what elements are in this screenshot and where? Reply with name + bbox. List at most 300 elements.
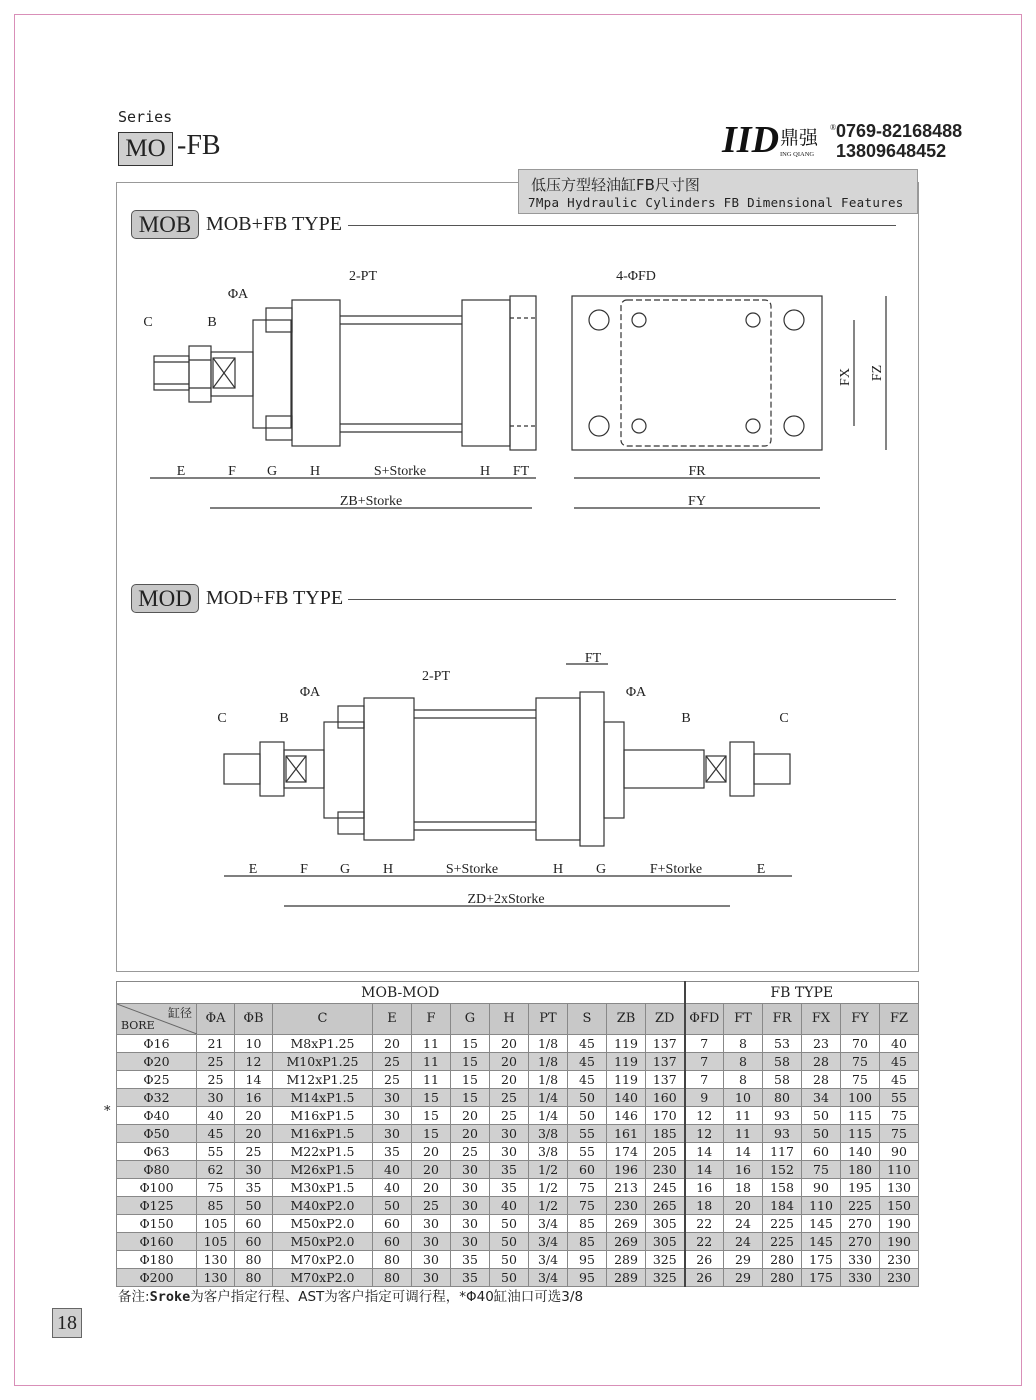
- table-cell: 50: [802, 1107, 841, 1125]
- table-cell: 75: [880, 1125, 919, 1143]
- mob-callout-c: C: [143, 315, 153, 330]
- mob-dim-s: S+Storke: [373, 464, 427, 479]
- table-cell: 40: [373, 1161, 412, 1179]
- table-cell: 145: [802, 1215, 841, 1233]
- table-cell: 119: [607, 1035, 646, 1053]
- table-cell: 95: [568, 1269, 607, 1287]
- series-code-box: MO: [118, 132, 173, 166]
- table-cell: 12: [685, 1107, 724, 1125]
- footnote-text: 为客户指定行程、AST为客户指定可调行程，*Φ40缸油口可选3/8: [190, 1289, 584, 1305]
- table-cell: 305: [646, 1215, 685, 1233]
- table-cell: 16: [724, 1161, 763, 1179]
- table-cell: 170: [646, 1107, 685, 1125]
- table-cell: 80: [373, 1269, 412, 1287]
- mod-callout-pt: 2-PT: [422, 669, 450, 684]
- table-cell: M22xP1.5: [273, 1143, 373, 1161]
- table-cell: 140: [607, 1089, 646, 1107]
- table-cell: 160: [646, 1089, 685, 1107]
- table-cell: 1/2: [529, 1161, 568, 1179]
- mod-dim-zd: ZD+2xStorke: [467, 892, 545, 907]
- table-cell: 30: [451, 1215, 490, 1233]
- table-cell: 75: [802, 1161, 841, 1179]
- table-cell: 55: [880, 1089, 919, 1107]
- table-cell: 58: [763, 1071, 802, 1089]
- table-cell: 90: [880, 1143, 919, 1161]
- table-cell: 119: [607, 1053, 646, 1071]
- mob-callout-pt: 2-PT: [349, 269, 377, 284]
- table-cell: 62: [197, 1161, 235, 1179]
- spec-table: [116, 981, 919, 1287]
- mod-dim-f-right: F+Storke: [649, 862, 703, 877]
- table-cell: 12: [685, 1125, 724, 1143]
- table-row: [117, 1197, 919, 1215]
- table-cell: 305: [646, 1233, 685, 1251]
- table-cell: 137: [646, 1053, 685, 1071]
- mod-type-label: MOD+FB TYPE: [206, 587, 344, 609]
- table-cell: 130: [197, 1269, 235, 1287]
- table-cell: 20: [235, 1125, 273, 1143]
- table-cell: 137: [646, 1071, 685, 1089]
- table-cell: 45: [880, 1053, 919, 1071]
- table-cell: 25: [197, 1053, 235, 1071]
- bore-cell: Φ50: [117, 1125, 197, 1143]
- table-cell: 60: [373, 1233, 412, 1251]
- col-zb: ZB: [607, 1004, 646, 1035]
- table-cell: 146: [607, 1107, 646, 1125]
- mod-dim-h-right: H: [552, 862, 564, 877]
- table-cell: 11: [412, 1035, 451, 1053]
- mod-dim-g-left: G: [339, 862, 351, 877]
- table-cell: 60: [373, 1215, 412, 1233]
- table-cell: 265: [646, 1197, 685, 1215]
- table-cell: 75: [841, 1053, 880, 1071]
- table-row: [117, 1179, 919, 1197]
- table-cell: 225: [841, 1197, 880, 1215]
- table-cell: 23: [802, 1035, 841, 1053]
- bore-cell: Φ25: [117, 1071, 197, 1089]
- table-row: [117, 1053, 919, 1071]
- contact-phones: [836, 121, 962, 161]
- table-cell: 45: [197, 1125, 235, 1143]
- table-cell: 1/8: [529, 1053, 568, 1071]
- table-cell: 25: [412, 1197, 451, 1215]
- table-cell: 60: [568, 1161, 607, 1179]
- mob-dim-f: F: [228, 464, 236, 479]
- table-cell: 1/8: [529, 1071, 568, 1089]
- col-e: E: [373, 1004, 412, 1035]
- page-number: 18: [52, 1308, 82, 1338]
- table-cell: 158: [763, 1179, 802, 1197]
- mob-tag: MOB: [131, 210, 199, 239]
- table-cell: 130: [880, 1179, 919, 1197]
- table-cell: 29: [724, 1269, 763, 1287]
- table-cell: 45: [568, 1053, 607, 1071]
- col-a: ΦA: [197, 1004, 235, 1035]
- table-group-header: [117, 982, 919, 1004]
- table-cell: 25: [197, 1071, 235, 1089]
- bore-cell: Φ80: [117, 1161, 197, 1179]
- table-cell: 3/8: [529, 1143, 568, 1161]
- col-f: F: [412, 1004, 451, 1035]
- table-cell: 8: [724, 1035, 763, 1053]
- table-cell: 270: [841, 1233, 880, 1251]
- table-cell: M14xP1.5: [273, 1089, 373, 1107]
- table-cell: 50: [490, 1269, 529, 1287]
- bore-cell: Φ16: [117, 1035, 197, 1053]
- mob-callout-a: ΦA: [227, 287, 249, 302]
- table-cell: 205: [646, 1143, 685, 1161]
- table-cell: 330: [841, 1251, 880, 1269]
- col-pt: PT: [529, 1004, 568, 1035]
- table-cell: 14: [685, 1143, 724, 1161]
- table-cell: 8: [724, 1071, 763, 1089]
- brand-pinyin: ING QIANG: [780, 151, 815, 158]
- table-cell: M16xP1.5: [273, 1107, 373, 1125]
- table-body: [117, 1035, 919, 1287]
- table-cell: M50xP2.0: [273, 1233, 373, 1251]
- table-cell: 3/4: [529, 1215, 568, 1233]
- table-cell: 93: [763, 1107, 802, 1125]
- table-cell: 10: [235, 1035, 273, 1053]
- mob-dim-ft: FT: [512, 464, 530, 479]
- table-cell: 50: [568, 1107, 607, 1125]
- table-cell: 20: [451, 1107, 490, 1125]
- group-fb-type: FB TYPE: [685, 982, 919, 1004]
- table-row: [117, 1269, 919, 1287]
- mod-dim-h-left: H: [382, 862, 394, 877]
- table-cell: 105: [197, 1215, 235, 1233]
- table-cell: 25: [451, 1143, 490, 1161]
- table-cell: M26xP1.5: [273, 1161, 373, 1179]
- table-cell: 24: [724, 1233, 763, 1251]
- table-cell: 175: [802, 1251, 841, 1269]
- table-row: [117, 1071, 919, 1089]
- table-cell: 30: [197, 1089, 235, 1107]
- table-cell: 20: [412, 1179, 451, 1197]
- table-cell: 55: [197, 1143, 235, 1161]
- table-cell: 11: [412, 1053, 451, 1071]
- table-cell: 175: [802, 1269, 841, 1287]
- table-cell: 280: [763, 1269, 802, 1287]
- table-cell: 25: [235, 1143, 273, 1161]
- table-cell: 55: [568, 1125, 607, 1143]
- brand-logo: [720, 118, 840, 160]
- brand-cn: 鼎强: [780, 128, 819, 149]
- table-cell: 230: [607, 1197, 646, 1215]
- bore-cell: Φ32: [117, 1089, 197, 1107]
- mod-callout-a-left: ΦA: [299, 685, 321, 700]
- brand-mark: IID: [722, 119, 780, 160]
- bore-cell: Φ40: [117, 1107, 197, 1125]
- table-cell: 105: [197, 1233, 235, 1251]
- table-column-header: [117, 1004, 919, 1035]
- table-cell: 45: [568, 1035, 607, 1053]
- table-cell: 184: [763, 1197, 802, 1215]
- table-cell: 80: [763, 1089, 802, 1107]
- table-cell: 150: [880, 1197, 919, 1215]
- table-cell: 70: [841, 1035, 880, 1053]
- table-cell: 75: [568, 1197, 607, 1215]
- col-fx: FX: [802, 1004, 841, 1035]
- table-cell: 30: [412, 1233, 451, 1251]
- mob-dim-g: G: [266, 464, 278, 479]
- mod-callout-a-right: ΦA: [625, 685, 647, 700]
- bore-cell: Φ150: [117, 1215, 197, 1233]
- table-cell: 53: [763, 1035, 802, 1053]
- mod-dim-g-right: G: [595, 862, 607, 877]
- table-cell: 50: [568, 1089, 607, 1107]
- table-cell: 3/4: [529, 1269, 568, 1287]
- table-cell: 40: [490, 1197, 529, 1215]
- table-cell: 80: [373, 1251, 412, 1269]
- table-cell: 9: [685, 1089, 724, 1107]
- table-cell: 28: [802, 1071, 841, 1089]
- table-cell: 50: [490, 1251, 529, 1269]
- mod-callout-ft: FT: [584, 651, 602, 666]
- table-cell: 145: [802, 1233, 841, 1251]
- table-cell: 58: [763, 1053, 802, 1071]
- table-cell: 30: [451, 1179, 490, 1197]
- table-cell: 85: [568, 1233, 607, 1251]
- series-label: Series: [118, 108, 173, 126]
- table-cell: 269: [607, 1215, 646, 1233]
- table-cell: 1/8: [529, 1035, 568, 1053]
- table-cell: 330: [841, 1269, 880, 1287]
- table-cell: 115: [841, 1107, 880, 1125]
- table-cell: 34: [802, 1089, 841, 1107]
- table-cell: 21: [197, 1035, 235, 1053]
- section-title-box: [518, 169, 918, 214]
- table-cell: 12: [235, 1053, 273, 1071]
- table-cell: 20: [490, 1053, 529, 1071]
- table-cell: 15: [451, 1053, 490, 1071]
- phone-1: 0769-82168488: [836, 121, 963, 141]
- footnote-keyword: Sroke: [149, 1289, 191, 1305]
- table-cell: M30xP1.5: [273, 1179, 373, 1197]
- table-cell: 30: [373, 1125, 412, 1143]
- table-cell: 1/4: [529, 1107, 568, 1125]
- table-cell: 15: [451, 1071, 490, 1089]
- table-cell: 60: [235, 1233, 273, 1251]
- table-cell: 117: [763, 1143, 802, 1161]
- col-zd: ZD: [646, 1004, 685, 1035]
- table-cell: 289: [607, 1269, 646, 1287]
- section-title-en: 7Mpa Hydraulic Cylinders FB Dimensional Features: [528, 195, 904, 210]
- table-cell: 20: [451, 1125, 490, 1143]
- mod-tag: MOD: [131, 584, 199, 613]
- mod-drawing: [116, 640, 919, 930]
- table-cell: 16: [235, 1089, 273, 1107]
- table-cell: 1/4: [529, 1089, 568, 1107]
- table-cell: 115: [841, 1125, 880, 1143]
- table-cell: 85: [568, 1215, 607, 1233]
- table-cell: 30: [412, 1251, 451, 1269]
- table-cell: 3/4: [529, 1233, 568, 1251]
- mob-callout-fd: 4-ΦFD: [616, 269, 656, 284]
- table-row: [117, 1143, 919, 1161]
- svg-text:®: ®: [830, 123, 837, 132]
- col-s: S: [568, 1004, 607, 1035]
- table-row: [117, 1161, 919, 1179]
- table-cell: 25: [373, 1053, 412, 1071]
- table-cell: 3/4: [529, 1251, 568, 1269]
- table-cell: 22: [685, 1233, 724, 1251]
- table-cell: 30: [373, 1089, 412, 1107]
- table-cell: 30: [235, 1161, 273, 1179]
- table-row: [117, 1251, 919, 1269]
- table-cell: 8: [724, 1053, 763, 1071]
- col-fy: FY: [841, 1004, 880, 1035]
- col-fd: ΦFD: [685, 1004, 724, 1035]
- table-cell: 50: [235, 1197, 273, 1215]
- mob-dim-h: H: [309, 464, 321, 479]
- table-cell: 269: [607, 1233, 646, 1251]
- footnote: [118, 1285, 583, 1305]
- table-cell: 30: [373, 1107, 412, 1125]
- mod-divider: [348, 599, 896, 600]
- bore-cell: Φ63: [117, 1143, 197, 1161]
- table-cell: 190: [880, 1233, 919, 1251]
- bore-label-cn: 缸径: [167, 1006, 192, 1020]
- phone-2: 13809648452: [836, 141, 947, 161]
- mod-callout-c-right: C: [779, 711, 789, 726]
- table-cell: 289: [607, 1251, 646, 1269]
- table-cell: 30: [451, 1161, 490, 1179]
- table-cell: 80: [235, 1269, 273, 1287]
- table-cell: 3/8: [529, 1125, 568, 1143]
- table-cell: 14: [235, 1071, 273, 1089]
- table-cell: M70xP2.0: [273, 1251, 373, 1269]
- table-cell: 325: [646, 1269, 685, 1287]
- mod-callout-c-left: C: [217, 711, 227, 726]
- table-cell: 11: [724, 1107, 763, 1125]
- bore-cell: Φ125: [117, 1197, 197, 1215]
- table-cell: 25: [490, 1107, 529, 1125]
- table-cell: 30: [490, 1143, 529, 1161]
- table-cell: 15: [412, 1107, 451, 1125]
- table-cell: 270: [841, 1215, 880, 1233]
- table-cell: 16: [685, 1179, 724, 1197]
- mod-callout-b-right: B: [681, 711, 691, 726]
- table-cell: 213: [607, 1179, 646, 1197]
- table-cell: 18: [724, 1179, 763, 1197]
- table-cell: 7: [685, 1071, 724, 1089]
- table-cell: 119: [607, 1071, 646, 1089]
- star-marker: *: [104, 1104, 111, 1119]
- table-cell: 26: [685, 1251, 724, 1269]
- table-cell: 93: [763, 1125, 802, 1143]
- col-h: H: [490, 1004, 529, 1035]
- table-cell: 152: [763, 1161, 802, 1179]
- table-cell: 174: [607, 1143, 646, 1161]
- table-cell: 20: [490, 1035, 529, 1053]
- table-cell: 35: [373, 1143, 412, 1161]
- table-cell: 40: [880, 1035, 919, 1053]
- table-cell: 60: [235, 1215, 273, 1233]
- mod-dim-f-left: F: [300, 862, 308, 877]
- table-cell: 75: [568, 1179, 607, 1197]
- table-cell: 245: [646, 1179, 685, 1197]
- col-g: G: [451, 1004, 490, 1035]
- table-cell: 22: [685, 1215, 724, 1233]
- table-cell: 1/2: [529, 1179, 568, 1197]
- bore-corner-cell: [117, 1004, 197, 1035]
- table-cell: 225: [763, 1215, 802, 1233]
- table-cell: 75: [880, 1107, 919, 1125]
- section-title-cn: 低压方型轻油缸FB尺寸图: [531, 176, 700, 194]
- table-cell: 161: [607, 1125, 646, 1143]
- table-cell: M50xP2.0: [273, 1215, 373, 1233]
- table-cell: 230: [880, 1251, 919, 1269]
- table-cell: 225: [763, 1233, 802, 1251]
- bore-cell: Φ200: [117, 1269, 197, 1287]
- bore-cell: Φ180: [117, 1251, 197, 1269]
- table-cell: 14: [724, 1143, 763, 1161]
- table-cell: 18: [685, 1197, 724, 1215]
- table-cell: 110: [880, 1161, 919, 1179]
- mob-dim-fz: FZ: [870, 364, 885, 382]
- mod-dim-s: S+Storke: [445, 862, 499, 877]
- table-cell: 55: [568, 1143, 607, 1161]
- table-cell: 185: [646, 1125, 685, 1143]
- table-cell: 45: [880, 1071, 919, 1089]
- table-cell: 1/2: [529, 1197, 568, 1215]
- table-cell: 45: [568, 1071, 607, 1089]
- table-cell: 7: [685, 1053, 724, 1071]
- table-cell: 29: [724, 1251, 763, 1269]
- col-fz: FZ: [880, 1004, 919, 1035]
- table-cell: 230: [646, 1161, 685, 1179]
- table-cell: 35: [451, 1269, 490, 1287]
- table-cell: 130: [197, 1251, 235, 1269]
- table-cell: 7: [685, 1035, 724, 1053]
- table-cell: 60: [802, 1143, 841, 1161]
- bore-cell: Φ160: [117, 1233, 197, 1251]
- table-cell: 140: [841, 1143, 880, 1161]
- table-cell: 230: [880, 1269, 919, 1287]
- col-c: C: [273, 1004, 373, 1035]
- table-cell: 15: [412, 1089, 451, 1107]
- table-cell: 75: [841, 1071, 880, 1089]
- table-cell: 35: [490, 1179, 529, 1197]
- table-cell: 20: [724, 1197, 763, 1215]
- mob-divider: [348, 225, 896, 226]
- bore-cell: Φ20: [117, 1053, 197, 1071]
- col-fr: FR: [763, 1004, 802, 1035]
- table-cell: M16xP1.5: [273, 1125, 373, 1143]
- table-cell: 20: [235, 1107, 273, 1125]
- table-cell: 90: [802, 1179, 841, 1197]
- table-cell: 50: [490, 1233, 529, 1251]
- bore-label-en: BORE: [121, 1019, 155, 1032]
- table-cell: 26: [685, 1269, 724, 1287]
- table-cell: 20: [412, 1143, 451, 1161]
- mod-callout-b-left: B: [279, 711, 289, 726]
- table-cell: 137: [646, 1035, 685, 1053]
- table-cell: 50: [373, 1197, 412, 1215]
- table-cell: 30: [451, 1233, 490, 1251]
- mob-dim-h2: H: [479, 464, 491, 479]
- group-mob-mod: MOB-MOD: [117, 982, 685, 1004]
- table-cell: 30: [412, 1215, 451, 1233]
- series-suffix: -FB: [177, 130, 221, 161]
- table-cell: 80: [235, 1251, 273, 1269]
- mob-callout-b: B: [207, 315, 217, 330]
- table-cell: 196: [607, 1161, 646, 1179]
- table-cell: 25: [373, 1071, 412, 1089]
- table-cell: 20: [412, 1161, 451, 1179]
- mod-dim-e-left: E: [248, 862, 258, 877]
